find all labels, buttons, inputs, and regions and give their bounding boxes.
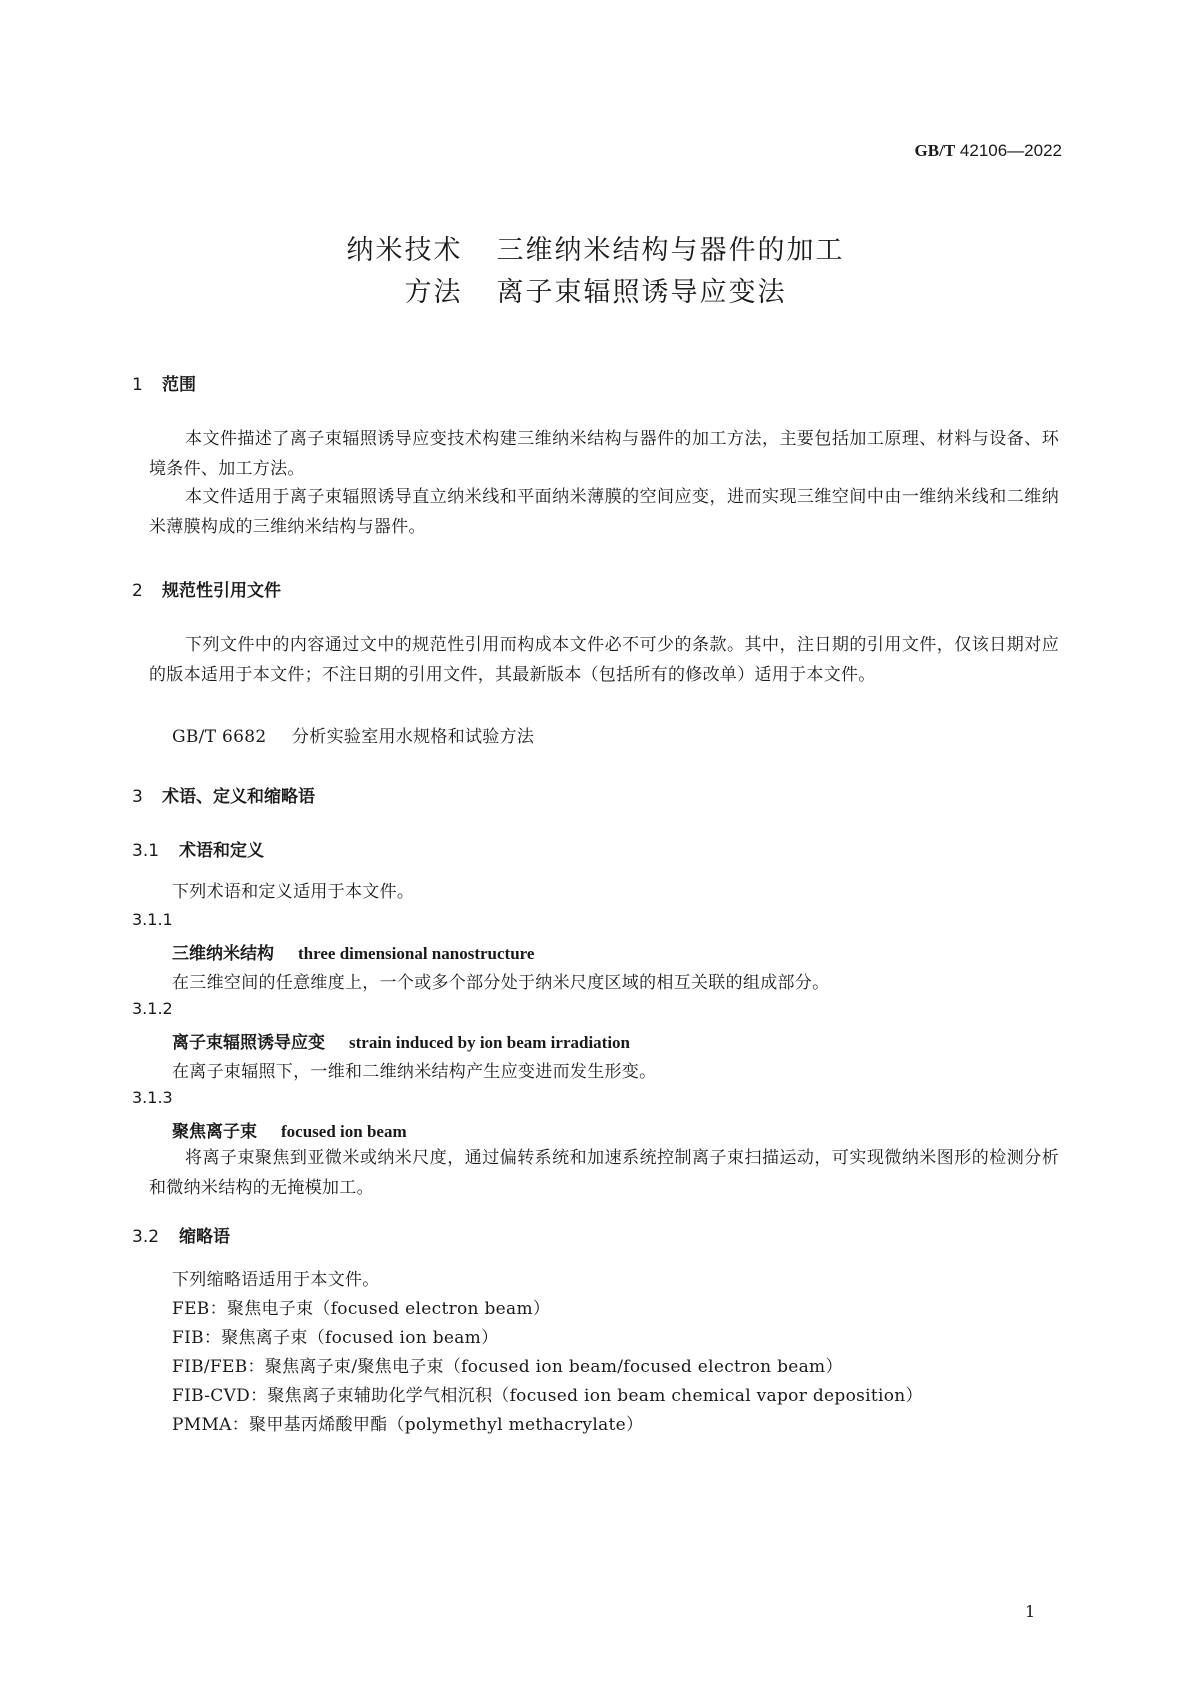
title-part: 纳米技术 [346,235,463,266]
term-definition: 在三维空间的任意维度上，一个或多个部分处于纳米尺度区域的相互关联的组成部分。 [172,973,830,993]
term-chinese: 离子束辐照诱导应变 [172,1033,325,1053]
term-english: three dimensional nanostructure [298,944,535,963]
term-definition: 在离子束辐照下，一维和二维纳米结构产生应变进而发生形变。 [172,1062,657,1082]
abbreviation-item: FIB/FEB：聚焦离子束/聚焦电子束（focused ion beam/focused electron beam） [172,1357,843,1377]
section-1-heading [132,370,196,395]
abbreviation-item: FIB：聚焦离子束（focused ion beam） [172,1328,499,1348]
standard-code-prefix: GB/T [914,141,956,160]
section-number: 3 [132,787,143,807]
section-number: 2 [132,581,143,601]
page-number: 1 [1025,1602,1036,1621]
section-number: 1 [132,375,143,395]
subsection-title: 缩略语 [179,1227,230,1247]
reference-title: 分析实验室用水规格和试验方法 [292,727,535,747]
section-1-paragraph-2: 本文件适用于离子束辐照诱导直立纳米线和平面纳米薄膜的空间应变，进而实现三维空间中由一维纳米线和二维纳米薄膜构成的三维纳米结构与器件。 [149,487,1059,537]
title-part: 离子束辐照诱导应变法 [496,277,787,308]
section-title: 范围 [162,375,196,395]
normative-reference [172,722,534,747]
abbreviation-item: FEB：聚焦电子束（focused electron beam） [172,1299,551,1319]
subsection-3-2-heading [132,1222,230,1247]
term-number: 3.1.1 [132,910,173,929]
section-2-heading [132,576,281,601]
subsection-title: 术语和定义 [179,841,264,861]
term-chinese: 聚焦离子束 [172,1122,257,1142]
standard-code [0,141,1062,161]
section-3-heading [132,782,315,807]
title-part: 三维纳米结构与器件的加工 [496,235,845,266]
section-title: 术语、定义和缩略语 [162,787,315,807]
document-title-line2 [0,270,1191,309]
subsection-3-2-intro: 下列缩略语适用于本文件。 [172,1270,380,1290]
standard-code-number: 42106—2022 [959,141,1062,160]
term-heading [172,1028,630,1053]
title-part: 方法 [404,277,463,308]
document-title-line1 [0,228,1191,267]
subsection-number: 3.1 [132,841,160,861]
term-heading [172,939,534,964]
abbreviation-item: PMMA：聚甲基丙烯酸甲酯（polymethyl methacrylate） [172,1415,644,1435]
term-chinese: 三维纳米结构 [172,944,274,964]
term-english: strain induced by ion beam irradiation [349,1033,631,1052]
subsection-number: 3.2 [132,1227,160,1247]
term-english: focused ion beam [281,1122,407,1141]
reference-code: GB/T 6682 [172,727,267,747]
section-title: 规范性引用文件 [162,581,281,601]
subsection-3-1-intro: 下列术语和定义适用于本文件。 [172,882,415,902]
abbreviation-item: FIB-CVD：聚焦离子束辅助化学气相沉积（focused ion beam chemical vapor deposition） [172,1386,923,1406]
term-heading [172,1117,407,1142]
term-definition: 将离子束聚焦到亚微米或纳米尺度，通过偏转系统和加速系统控制离子束扫描运动，可实现微纳米图形的检测分析和微纳米结构的无掩模加工。 [149,1148,1059,1198]
section-2-paragraph-1: 下列文件中的内容通过文中的规范性引用而构成本文件必不可少的条款。其中，注日期的引用文件，仅该日期对应的版本适用于本文件；不注日期的引用文件，其最新版本（包括所有的修改单）适用于本文件。 [149,635,1059,685]
section-1-paragraph-1: 本文件描述了离子束辐照诱导应变技术构建三维纳米结构与器件的加工方法，主要包括加工原理、材料与设备、环境条件、加工方法。 [149,429,1059,479]
term-number: 3.1.3 [132,1088,173,1107]
subsection-3-1-heading [132,836,264,861]
term-number: 3.1.2 [132,999,173,1018]
